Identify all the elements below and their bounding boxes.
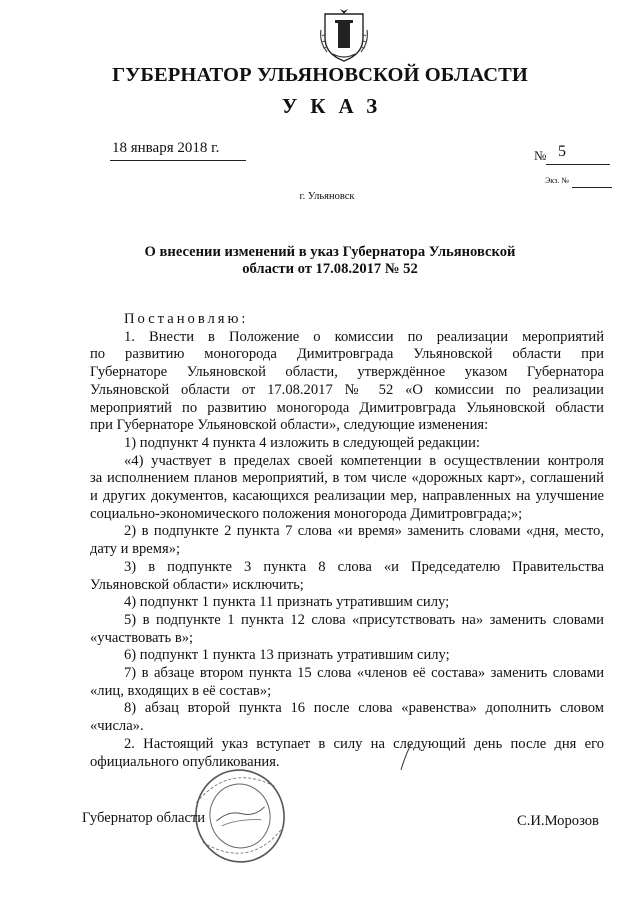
copy-number-underline bbox=[572, 187, 612, 188]
body-line: «лиц, входящих в её состав»; bbox=[90, 682, 272, 699]
body-line: 2) в подпункте 2 пункта 7 слова «и время» заменить словами «дня, место, bbox=[124, 523, 604, 540]
signatory-name: С.И.Морозов bbox=[517, 813, 599, 829]
body-line: «4) участвует в пределах своей компетенции в осуществлении контроля bbox=[124, 452, 604, 469]
body-line: и других документов, касающихся реализации мер, направленных на улучшение bbox=[90, 488, 604, 505]
document-body bbox=[90, 311, 604, 771]
number-underline bbox=[546, 164, 610, 165]
body-line: 7) в абзаце втором пункта 15 слова «членов её состава» заменить словами bbox=[124, 665, 604, 682]
body-line: при Губернаторе Ульяновской области», следующие изменения: bbox=[90, 417, 489, 434]
title-line: О внесении изменений в указ Губернатора Ульяновской bbox=[144, 244, 516, 260]
body-line: 8) абзац второй пункта 16 после слова «равенства» дополнить словом bbox=[124, 700, 604, 717]
document-title bbox=[120, 244, 540, 278]
body-line: 1. Внести в Положение о комиссии по реализации мероприятий bbox=[124, 328, 604, 345]
body-line: за исполнением планов мероприятий, в том числе «дорожных карт», соглашений bbox=[90, 470, 604, 487]
date-underline bbox=[110, 160, 246, 161]
body-line: 4) подпункт 1 пункта 11 признать утратившим силу; bbox=[124, 594, 450, 611]
body-line: 5) в подпункте 1 пункта 12 слова «присутствовать на» заменить словами bbox=[124, 611, 604, 628]
signatory-position: Губернатор области bbox=[82, 810, 206, 826]
body-line: официального опубликования. bbox=[90, 753, 280, 770]
issuing-authority: ГУБЕРНАТОР УЛЬЯНОВСКОЙ ОБЛАСТИ bbox=[112, 64, 528, 86]
body-line: «участвовать в»; bbox=[90, 629, 194, 646]
body-line: «числа». bbox=[90, 718, 144, 735]
body-line: 1) подпункт 4 пункта 4 изложить в следующей редакции: bbox=[124, 434, 480, 451]
body-line: социально-экономического положения моногорода Димитровграда;»; bbox=[90, 505, 523, 522]
signature-mark-icon bbox=[395, 742, 415, 772]
body-line: 6) подпункт 1 пункта 13 признать утратившим силу; bbox=[124, 647, 450, 664]
body-line: 3) в подпункте 3 пункта 8 слова «и Председателю Правительства bbox=[124, 558, 604, 575]
document-type: УКАЗ bbox=[281, 94, 391, 118]
coat-of-arms-icon bbox=[319, 8, 369, 64]
body-line: Ульяновской области от 17.08.2017 № 52 «О комиссии по реализации bbox=[90, 381, 604, 398]
body-line: 2. Настоящий указ вступает в силу на следующий день после дня его bbox=[124, 735, 604, 752]
copy-number-label: Экз. № bbox=[545, 176, 569, 185]
document-date: 18 января 2018 г. bbox=[112, 140, 220, 156]
decree-word: Постановляю: bbox=[124, 311, 249, 327]
body-line: Губернаторе Ульяновской области, утверждённое указом Губернатора bbox=[90, 364, 604, 381]
document-number: 5 bbox=[558, 143, 566, 160]
title-line: области от 17.08.2017 № 52 bbox=[242, 261, 418, 277]
body-line: мероприятий по развитию моногорода Димитровграда Ульяновской области bbox=[90, 399, 604, 416]
body-line: по развитию моногорода Димитровграда Ульяновской области при bbox=[90, 346, 604, 363]
body-line: дату и время»; bbox=[90, 541, 181, 558]
city: г. Ульяновск bbox=[299, 191, 355, 202]
number-label: № bbox=[534, 148, 547, 163]
body-line: Ульяновской области» исключить; bbox=[90, 576, 304, 593]
